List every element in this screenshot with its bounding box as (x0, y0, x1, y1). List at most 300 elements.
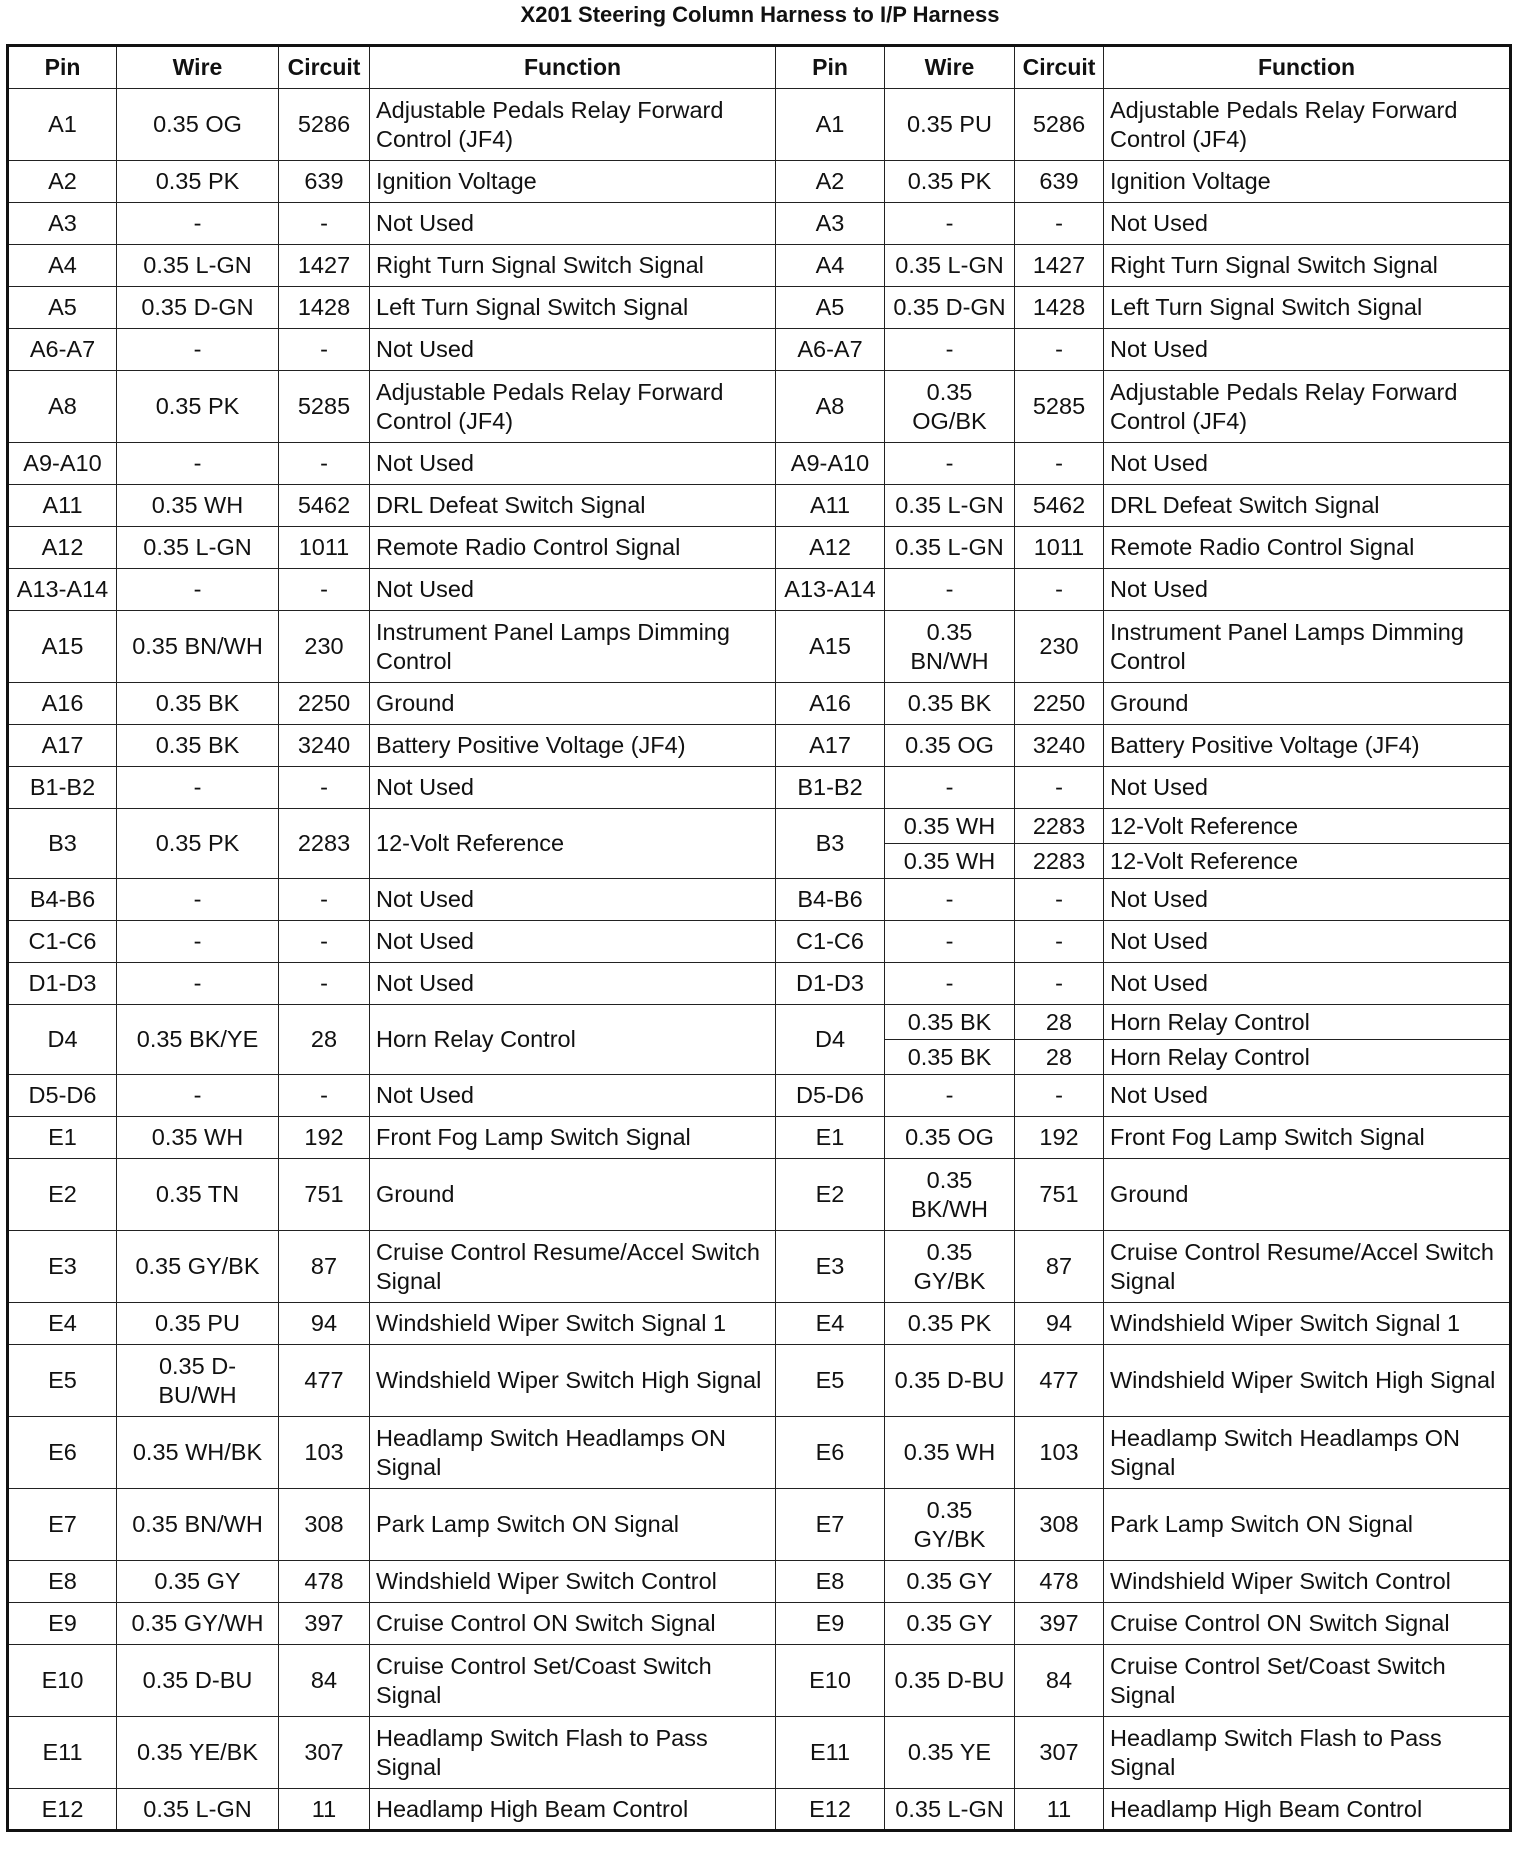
function-cell: DRL Defeat Switch Signal (370, 485, 776, 527)
left-function-header: Function (370, 46, 776, 89)
table-row (8, 89, 1511, 161)
function-cell: Not Used (370, 879, 776, 921)
pin-cell: B1-B2 (8, 767, 117, 809)
circuit-cell: 11 (1015, 1789, 1104, 1831)
circuit-cell: 639 (1015, 161, 1104, 203)
function-cell: Cruise Control Resume/Accel Switch Signal (1104, 1231, 1511, 1303)
table-row (8, 767, 1511, 809)
table-row (8, 1117, 1511, 1159)
wire-cell: - (117, 879, 279, 921)
wire-cell: 0.35 BN/WH (117, 1489, 279, 1561)
pin-cell: E8 (776, 1561, 885, 1603)
function-cell: Battery Positive Voltage (JF4) (370, 725, 776, 767)
wire-cell: 0.35 PU (117, 1303, 279, 1345)
table-row (8, 161, 1511, 203)
harness-table (6, 44, 1512, 1832)
circuit-cell: 87 (279, 1231, 370, 1303)
circuit-cell: 308 (279, 1489, 370, 1561)
circuit-cell: 307 (279, 1717, 370, 1789)
wire-cell: 0.35 BN/WH (117, 611, 279, 683)
function-cell: Windshield Wiper Switch Control (1104, 1561, 1511, 1603)
function-cell: Not Used (370, 963, 776, 1005)
circuit-cell: 639 (279, 161, 370, 203)
function-cell: Park Lamp Switch ON Signal (370, 1489, 776, 1561)
pin-cell: B4-B6 (8, 879, 117, 921)
table-row (8, 1789, 1511, 1831)
circuit-cell: 751 (279, 1159, 370, 1231)
function-cell: Adjustable Pedals Relay Forward Control (JF4) (370, 89, 776, 161)
wire-cell: 0.35 WH (885, 844, 1015, 879)
table-row (8, 1561, 1511, 1603)
table-row (8, 329, 1511, 371)
function-cell: Instrument Panel Lamps Dimming Control (370, 611, 776, 683)
wire-cell: - (117, 569, 279, 611)
circuit-cell: 2283 (1015, 844, 1104, 879)
wire-cell: 0.35 BK/WH (885, 1159, 1015, 1231)
function-cell: Left Turn Signal Switch Signal (1104, 287, 1511, 329)
table-row (8, 287, 1511, 329)
function-cell: Not Used (370, 203, 776, 245)
pin-cell: A8 (8, 371, 117, 443)
circuit-cell: 1011 (1015, 527, 1104, 569)
pin-cell: E12 (8, 1789, 117, 1831)
wire-cell: 0.35 D-BU (885, 1645, 1015, 1717)
left-circuit-header: Circuit (279, 46, 370, 89)
function-cell: Left Turn Signal Switch Signal (370, 287, 776, 329)
circuit-cell: - (1015, 329, 1104, 371)
table-row (8, 725, 1511, 767)
circuit-cell: 192 (1015, 1117, 1104, 1159)
left-wire-header: Wire (117, 46, 279, 89)
pin-cell: A13-A14 (8, 569, 117, 611)
circuit-cell: - (1015, 963, 1104, 1005)
table-row (8, 1717, 1511, 1789)
function-cell: Not Used (370, 767, 776, 809)
function-cell: Front Fog Lamp Switch Signal (370, 1117, 776, 1159)
pin-cell: A13-A14 (776, 569, 885, 611)
function-cell: Not Used (370, 443, 776, 485)
pin-cell: A3 (8, 203, 117, 245)
pin-cell: A2 (8, 161, 117, 203)
pin-cell: E4 (776, 1303, 885, 1345)
pin-cell: A8 (776, 371, 885, 443)
wire-cell: - (117, 767, 279, 809)
wire-cell: 0.35 WH (885, 809, 1015, 844)
function-cell: Instrument Panel Lamps Dimming Control (1104, 611, 1511, 683)
circuit-cell: 5462 (279, 485, 370, 527)
pin-cell: D4 (8, 1005, 117, 1075)
wire-cell: - (117, 1075, 279, 1117)
wire-cell: 0.35 PK (885, 161, 1015, 203)
circuit-cell: 477 (279, 1345, 370, 1417)
pin-cell: C1-C6 (8, 921, 117, 963)
wire-cell: 0.35 PU (885, 89, 1015, 161)
function-cell: Not Used (1104, 963, 1511, 1005)
circuit-cell: 1428 (279, 287, 370, 329)
function-cell: Ground (1104, 1159, 1511, 1231)
function-cell: Windshield Wiper Switch High Signal (1104, 1345, 1511, 1417)
function-cell: Not Used (370, 329, 776, 371)
wire-cell: 0.35 D-GN (117, 287, 279, 329)
circuit-cell: - (1015, 569, 1104, 611)
right-pin-header: Pin (776, 46, 885, 89)
circuit-cell: - (279, 329, 370, 371)
wire-cell: 0.35 L-GN (885, 245, 1015, 287)
table-row (8, 245, 1511, 287)
pin-cell: E6 (8, 1417, 117, 1489)
circuit-cell: 94 (279, 1303, 370, 1345)
pin-cell: E11 (776, 1717, 885, 1789)
table-row (8, 1489, 1511, 1561)
wire-cell: 0.35 BN/WH (885, 611, 1015, 683)
wire-cell: 0.35 D-GN (885, 287, 1015, 329)
circuit-cell: 2283 (1015, 809, 1104, 844)
circuit-cell: 5285 (1015, 371, 1104, 443)
circuit-cell: 84 (1015, 1645, 1104, 1717)
table-row (8, 1345, 1511, 1417)
table-row (8, 527, 1511, 569)
wire-cell: 0.35 D-BU/WH (117, 1345, 279, 1417)
pin-cell: E2 (776, 1159, 885, 1231)
circuit-cell: - (1015, 1075, 1104, 1117)
table-row (8, 611, 1511, 683)
pin-cell: A9-A10 (8, 443, 117, 485)
function-cell: Windshield Wiper Switch Signal 1 (1104, 1303, 1511, 1345)
function-cell: Front Fog Lamp Switch Signal (1104, 1117, 1511, 1159)
circuit-cell: 5462 (1015, 485, 1104, 527)
function-cell: Headlamp Switch Headlamps ON Signal (1104, 1417, 1511, 1489)
circuit-cell: - (279, 443, 370, 485)
function-cell: Not Used (370, 1075, 776, 1117)
circuit-cell: 5285 (279, 371, 370, 443)
circuit-cell: 11 (279, 1789, 370, 1831)
function-cell: Adjustable Pedals Relay Forward Control (JF4) (1104, 89, 1511, 161)
pin-cell: C1-C6 (776, 921, 885, 963)
circuit-cell: - (279, 1075, 370, 1117)
circuit-cell: - (279, 203, 370, 245)
circuit-cell: 751 (1015, 1159, 1104, 1231)
wire-cell: 0.35 YE/BK (117, 1717, 279, 1789)
circuit-cell: 2250 (279, 683, 370, 725)
function-cell: Adjustable Pedals Relay Forward Control (JF4) (1104, 371, 1511, 443)
function-cell: Cruise Control ON Switch Signal (370, 1603, 776, 1645)
circuit-cell: - (1015, 767, 1104, 809)
table-row (8, 1303, 1511, 1345)
wire-cell: 0.35 GY (885, 1561, 1015, 1603)
wire-cell: 0.35 D-BU (885, 1345, 1015, 1417)
circuit-cell: 84 (279, 1645, 370, 1717)
pin-cell: E6 (776, 1417, 885, 1489)
pin-cell: E7 (8, 1489, 117, 1561)
circuit-cell: 1428 (1015, 287, 1104, 329)
wire-cell: 0.35 GY (885, 1603, 1015, 1645)
pin-cell: E1 (8, 1117, 117, 1159)
wire-cell: 0.35 L-GN (885, 1789, 1015, 1831)
wire-cell: 0.35 OG/BK (885, 371, 1015, 443)
pin-cell: A12 (776, 527, 885, 569)
circuit-cell: 230 (1015, 611, 1104, 683)
wire-cell: 0.35 PK (885, 1303, 1015, 1345)
function-cell: Cruise Control Set/Coast Switch Signal (370, 1645, 776, 1717)
function-cell: Not Used (1104, 329, 1511, 371)
wire-cell: 0.35 L-GN (885, 527, 1015, 569)
table-row (8, 485, 1511, 527)
pin-cell: A1 (776, 89, 885, 161)
circuit-cell: 1427 (1015, 245, 1104, 287)
table-row (8, 809, 1511, 844)
wire-cell: 0.35 YE (885, 1717, 1015, 1789)
circuit-cell: 103 (1015, 1417, 1104, 1489)
table-row (8, 879, 1511, 921)
pin-cell: E9 (8, 1603, 117, 1645)
wire-cell: 0.35 OG (885, 725, 1015, 767)
function-cell: Cruise Control Resume/Accel Switch Signal (370, 1231, 776, 1303)
table-body (8, 89, 1511, 1831)
function-cell: Remote Radio Control Signal (1104, 527, 1511, 569)
wire-cell: 0.35 L-GN (117, 527, 279, 569)
pin-cell: E2 (8, 1159, 117, 1231)
pin-cell: E10 (776, 1645, 885, 1717)
table-row (8, 203, 1511, 245)
wire-cell: 0.35 TN (117, 1159, 279, 1231)
wire-cell: 0.35 PK (117, 371, 279, 443)
wire-cell: 0.35 GY/BK (885, 1231, 1015, 1303)
circuit-cell: - (1015, 443, 1104, 485)
pin-cell: A17 (776, 725, 885, 767)
wire-cell: 0.35 OG (117, 89, 279, 161)
circuit-cell: - (279, 963, 370, 1005)
table-row (8, 1603, 1511, 1645)
pin-cell: A16 (776, 683, 885, 725)
right-wire-header: Wire (885, 46, 1015, 89)
pin-cell: E1 (776, 1117, 885, 1159)
wire-cell: 0.35 WH (117, 1117, 279, 1159)
circuit-cell: 230 (279, 611, 370, 683)
wire-cell: - (885, 443, 1015, 485)
wire-cell: 0.35 L-GN (885, 485, 1015, 527)
function-cell: Not Used (1104, 203, 1511, 245)
circuit-cell: 94 (1015, 1303, 1104, 1345)
wire-cell: 0.35 WH (117, 485, 279, 527)
function-cell: Ground (370, 1159, 776, 1231)
pin-cell: A15 (776, 611, 885, 683)
wire-cell: 0.35 BK (117, 683, 279, 725)
right-function-header: Function (1104, 46, 1511, 89)
function-cell: Ignition Voltage (370, 161, 776, 203)
pin-cell: E10 (8, 1645, 117, 1717)
pin-cell: A1 (8, 89, 117, 161)
wire-cell: - (117, 203, 279, 245)
pin-cell: A15 (8, 611, 117, 683)
wire-cell: - (885, 329, 1015, 371)
wire-cell: - (117, 329, 279, 371)
pin-cell: A5 (776, 287, 885, 329)
function-cell: Horn Relay Control (1104, 1040, 1511, 1075)
header-row (8, 46, 1511, 89)
pin-cell: B3 (776, 809, 885, 879)
pin-cell: A17 (8, 725, 117, 767)
wire-cell: - (885, 569, 1015, 611)
wire-cell: - (885, 921, 1015, 963)
table-row (8, 1005, 1511, 1040)
function-cell: Horn Relay Control (1104, 1005, 1511, 1040)
pin-cell: A2 (776, 161, 885, 203)
pin-cell: A9-A10 (776, 443, 885, 485)
table-row (8, 569, 1511, 611)
function-cell: Headlamp Switch Headlamps ON Signal (370, 1417, 776, 1489)
circuit-cell: 397 (279, 1603, 370, 1645)
table-row (8, 1159, 1511, 1231)
function-cell: Ground (370, 683, 776, 725)
pin-cell: E7 (776, 1489, 885, 1561)
wire-cell: - (117, 963, 279, 1005)
table-row (8, 963, 1511, 1005)
left-pin-header: Pin (8, 46, 117, 89)
pin-cell: E4 (8, 1303, 117, 1345)
wire-cell: 0.35 WH (885, 1417, 1015, 1489)
function-cell: Not Used (370, 921, 776, 963)
pin-cell: D1-D3 (8, 963, 117, 1005)
function-cell: Windshield Wiper Switch Signal 1 (370, 1303, 776, 1345)
pin-cell: E3 (776, 1231, 885, 1303)
function-cell: 12-Volt Reference (1104, 809, 1511, 844)
pin-cell: E3 (8, 1231, 117, 1303)
function-cell: Cruise Control Set/Coast Switch Signal (1104, 1645, 1511, 1717)
function-cell: Not Used (1104, 921, 1511, 963)
pin-cell: A5 (8, 287, 117, 329)
function-cell: Horn Relay Control (370, 1005, 776, 1075)
table-row (8, 371, 1511, 443)
wire-cell: 0.35 WH/BK (117, 1417, 279, 1489)
wire-cell: 0.35 PK (117, 809, 279, 879)
function-cell: Ignition Voltage (1104, 161, 1511, 203)
pin-cell: A12 (8, 527, 117, 569)
pin-cell: D1-D3 (776, 963, 885, 1005)
function-cell: Headlamp Switch Flash to Pass Signal (1104, 1717, 1511, 1789)
pin-cell: E8 (8, 1561, 117, 1603)
circuit-cell: 1427 (279, 245, 370, 287)
pin-cell: A4 (776, 245, 885, 287)
circuit-cell: 3240 (279, 725, 370, 767)
pin-cell: B1-B2 (776, 767, 885, 809)
pin-cell: A4 (8, 245, 117, 287)
pin-cell: B4-B6 (776, 879, 885, 921)
circuit-cell: 478 (1015, 1561, 1104, 1603)
table-row (8, 1075, 1511, 1117)
function-cell: 12-Volt Reference (370, 809, 776, 879)
pin-cell: D5-D6 (776, 1075, 885, 1117)
circuit-cell: 308 (1015, 1489, 1104, 1561)
pin-cell: D5-D6 (8, 1075, 117, 1117)
circuit-cell: 28 (1015, 1005, 1104, 1040)
circuit-cell: 28 (1015, 1040, 1104, 1075)
wire-cell: - (885, 963, 1015, 1005)
circuit-cell: - (279, 921, 370, 963)
harness-table-container (6, 44, 1512, 1832)
circuit-cell: 2283 (279, 809, 370, 879)
circuit-cell: 478 (279, 1561, 370, 1603)
wire-cell: 0.35 BK/YE (117, 1005, 279, 1075)
pin-cell: E12 (776, 1789, 885, 1831)
pin-cell: E5 (8, 1345, 117, 1417)
table-row (8, 921, 1511, 963)
wire-cell: 0.35 BK (885, 1005, 1015, 1040)
pin-cell: E11 (8, 1717, 117, 1789)
wire-cell: 0.35 BK (117, 725, 279, 767)
wire-cell: 0.35 PK (117, 161, 279, 203)
circuit-cell: 1011 (279, 527, 370, 569)
pin-cell: D4 (776, 1005, 885, 1075)
pin-cell: A3 (776, 203, 885, 245)
wire-cell: - (117, 443, 279, 485)
function-cell: Not Used (1104, 879, 1511, 921)
circuit-cell: 5286 (279, 89, 370, 161)
circuit-cell: - (1015, 879, 1104, 921)
circuit-cell: 477 (1015, 1345, 1104, 1417)
wire-cell: 0.35 OG (885, 1117, 1015, 1159)
wire-cell: 0.35 GY/WH (117, 1603, 279, 1645)
wire-cell: 0.35 BK (885, 1040, 1015, 1075)
function-cell: Not Used (1104, 569, 1511, 611)
table-row (8, 1417, 1511, 1489)
function-cell: Not Used (370, 569, 776, 611)
function-cell: Not Used (1104, 443, 1511, 485)
function-cell: DRL Defeat Switch Signal (1104, 485, 1511, 527)
table-row (8, 443, 1511, 485)
wire-cell: 0.35 D-BU (117, 1645, 279, 1717)
function-cell: Not Used (1104, 767, 1511, 809)
circuit-cell: - (279, 879, 370, 921)
table-row (8, 683, 1511, 725)
circuit-cell: 103 (279, 1417, 370, 1489)
pin-cell: E9 (776, 1603, 885, 1645)
pin-cell: A16 (8, 683, 117, 725)
wire-cell: 0.35 GY/BK (117, 1231, 279, 1303)
function-cell: Adjustable Pedals Relay Forward Control (JF4) (370, 371, 776, 443)
table-row (8, 1645, 1511, 1717)
function-cell: Cruise Control ON Switch Signal (1104, 1603, 1511, 1645)
pin-cell: A6-A7 (8, 329, 117, 371)
function-cell: Right Turn Signal Switch Signal (1104, 245, 1511, 287)
wire-cell: 0.35 GY (117, 1561, 279, 1603)
wire-cell: - (117, 921, 279, 963)
circuit-cell: 5286 (1015, 89, 1104, 161)
circuit-cell: 397 (1015, 1603, 1104, 1645)
wire-cell: - (885, 767, 1015, 809)
function-cell: 12-Volt Reference (1104, 844, 1511, 879)
circuit-cell: - (279, 767, 370, 809)
function-cell: Windshield Wiper Switch Control (370, 1561, 776, 1603)
circuit-cell: 87 (1015, 1231, 1104, 1303)
pin-cell: A11 (776, 485, 885, 527)
circuit-cell: 3240 (1015, 725, 1104, 767)
function-cell: Windshield Wiper Switch High Signal (370, 1345, 776, 1417)
wire-cell: 0.35 BK (885, 683, 1015, 725)
wire-cell: - (885, 879, 1015, 921)
function-cell: Headlamp High Beam Control (1104, 1789, 1511, 1831)
right-circuit-header: Circuit (1015, 46, 1104, 89)
wire-cell: 0.35 L-GN (117, 245, 279, 287)
function-cell: Remote Radio Control Signal (370, 527, 776, 569)
function-cell: Park Lamp Switch ON Signal (1104, 1489, 1511, 1561)
wire-cell: 0.35 GY/BK (885, 1489, 1015, 1561)
function-cell: Headlamp Switch Flash to Pass Signal (370, 1717, 776, 1789)
circuit-cell: - (1015, 921, 1104, 963)
circuit-cell: 2250 (1015, 683, 1104, 725)
function-cell: Ground (1104, 683, 1511, 725)
page-title: X201 Steering Column Harness to I/P Harness (520, 2, 1000, 27)
table-row (8, 1231, 1511, 1303)
